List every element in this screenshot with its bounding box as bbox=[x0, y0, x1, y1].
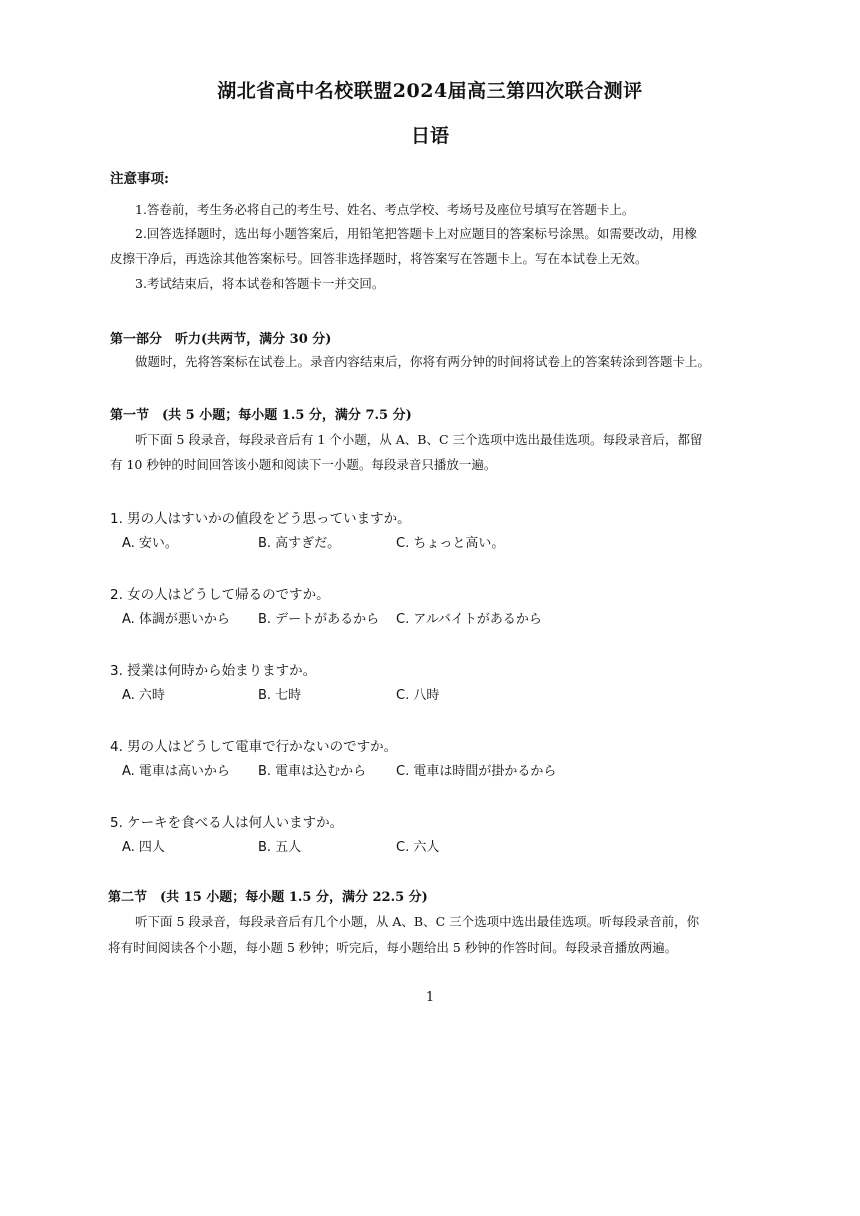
question-4-text: 4. 男の人はどうして電車で行かないのですか。 bbox=[110, 739, 398, 755]
question-1-option-b: B. 高すぎだ。 bbox=[258, 536, 341, 551]
question-2-option-a: A. 体調が悪いから bbox=[122, 612, 230, 627]
question-5-option-c: C. 六人 bbox=[396, 840, 440, 855]
section2-instruction-line-1: 听下面 5 段录音，每段录音后有几个小题，从 A、B、C 三个选项中选出最佳选项。听每段录音前，你 bbox=[135, 914, 700, 929]
question-4-option-b: B. 電車は込むから bbox=[258, 764, 367, 779]
notice-item-2-line-2: 皮擦干净后，再选涂其他答案标号。回答非选择题时，将答案写在答题卡上。写在本试卷上无效。 bbox=[110, 251, 648, 266]
part1-instruction: 做题时，先将答案标在试卷上。录音内容结束后，你将有两分钟的时间将试卷上的答案转涂到答题卡上。 bbox=[135, 354, 711, 369]
section2-instruction-line-2: 将有时间阅读各个小题，每小题 5 秒钟；听完后，每小题给出 5 秒钟的作答时间。每段录音播放两遍。 bbox=[108, 940, 678, 955]
question-1-option-a: A. 安い。 bbox=[122, 536, 178, 551]
question-5-text: 5. ケーキを食べる人は何人いますか。 bbox=[110, 815, 344, 831]
section2-heading: 第二节 (共 15 小题；每小题 1.5 分，满分 22.5 分) bbox=[108, 890, 428, 905]
notice-item-2-line-1: 2.回答选择题时，选出每小题答案后，用铅笔把答题卡上对应题目的答案标号涂黑。如需要改动，用橡 bbox=[135, 226, 697, 241]
notice-item-3: 3.考试结束后，将本试卷和答题卡一并交回。 bbox=[135, 276, 385, 291]
notice-item-1: 1.答卷前，考生务必将自己的考生号、姓名、考点学校、考场号及座位号填写在答题卡上。 bbox=[135, 202, 635, 217]
question-4-option-c: C. 電車は時間が掛かるから bbox=[396, 764, 557, 779]
question-5-option-b: B. 五人 bbox=[258, 840, 302, 855]
question-1-text: 1. 男の人はすいかの値段をどう思っていますか。 bbox=[110, 511, 411, 527]
part1-heading: 第一部分 听力(共两节，满分 30 分) bbox=[110, 332, 332, 347]
exam-subject: 日语 bbox=[410, 125, 449, 147]
notice-heading: 注意事项: bbox=[110, 171, 169, 187]
page-number: 1 bbox=[425, 990, 435, 1005]
section1-heading: 第一节 (共 5 小题；每小题 1.5 分，满分 7.5 分) bbox=[110, 408, 412, 423]
question-5-option-a: A. 四人 bbox=[122, 840, 165, 855]
question-4-option-a: A. 電車は高いから bbox=[122, 764, 230, 779]
question-1-option-c: C. ちょっと高い。 bbox=[396, 536, 505, 551]
question-2-text: 2. 女の人はどうして帰るのですか。 bbox=[110, 587, 330, 603]
question-2-option-c: C. アルバイトがあるから bbox=[396, 612, 542, 627]
question-3-text: 3. 授業は何時から始まりますか。 bbox=[110, 663, 317, 679]
question-3-option-c: C. 八時 bbox=[396, 688, 440, 703]
exam-title: 湖北省高中名校联盟2024届高三第四次联合测评 bbox=[217, 80, 643, 102]
question-2-option-b: B. デートがあるから bbox=[258, 612, 380, 627]
section1-instruction-line-2: 有 10 秒钟的时间回答该小题和阅读下一小题。每段录音只播放一遍。 bbox=[110, 457, 497, 472]
question-3-option-b: B. 七時 bbox=[258, 688, 302, 703]
section1-instruction-line-1: 听下面 5 段录音，每段录音后有 1 个小题，从 A、B、C 三个选项中选出最佳选项。每段录音后，都留 bbox=[135, 432, 703, 447]
question-3-option-a: A. 六時 bbox=[122, 688, 165, 703]
